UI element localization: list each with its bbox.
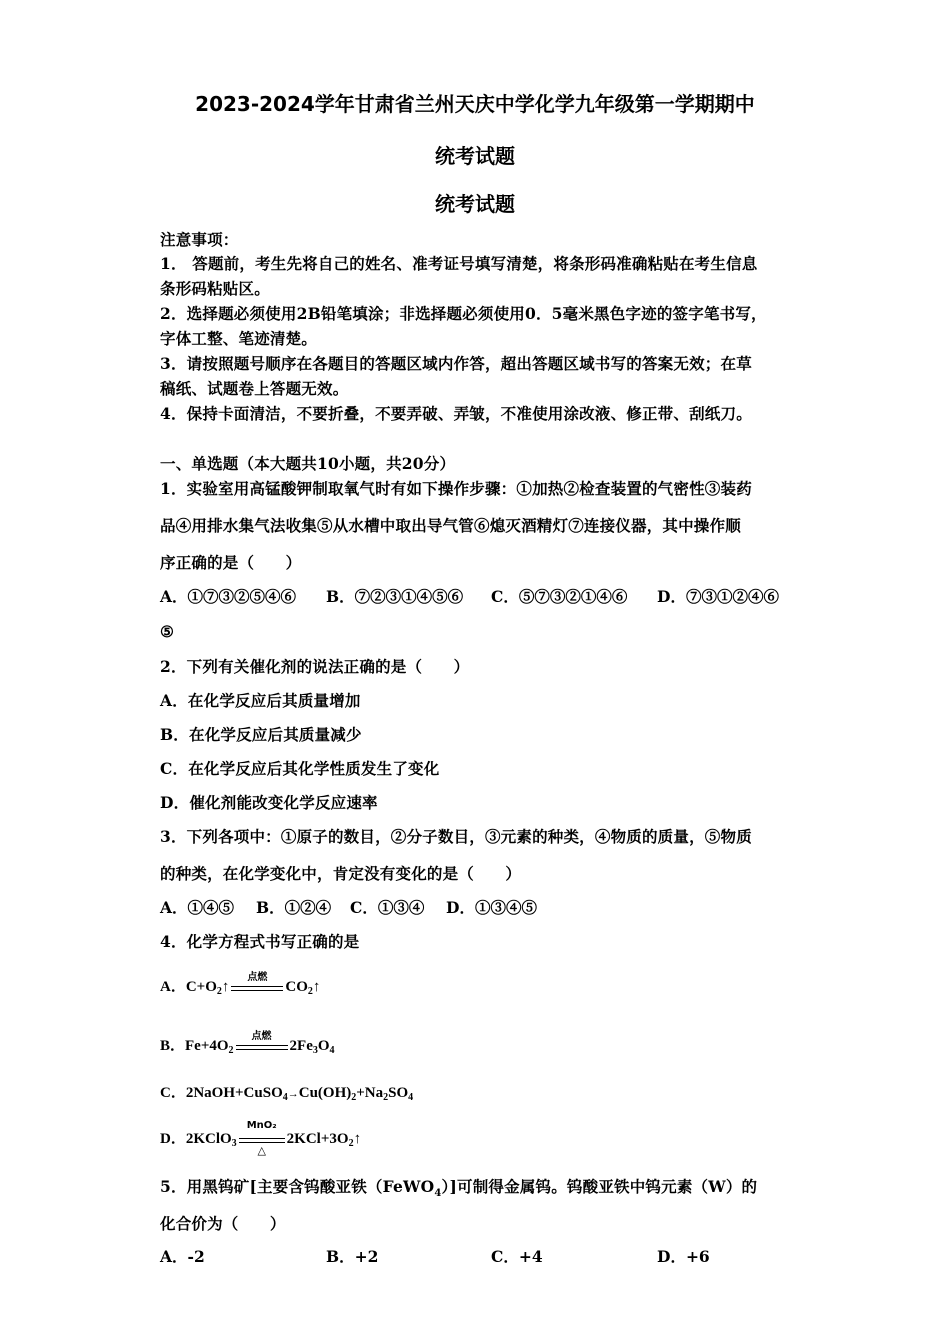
q3-option-c: C．①③④ [350, 898, 425, 917]
q4-option-d: D．2KClO$_3$ MnO₂ △ $2KCl+3O_2↑$ [160, 1119, 362, 1157]
q2-option-a: A．在化学反应后其质量增加 [160, 691, 361, 710]
q1-stem: 序正确的是（ ） [160, 553, 302, 572]
q4-stem: 4．化学方程式书写正确的是 [160, 932, 360, 951]
q3-stem: 3．下列各项中：①原子的数目，②分子数目，③元素的种类，④物质的质量，⑤物质 [160, 827, 752, 846]
page-subtitle-repeat: 统考试题 [435, 192, 515, 216]
notice-item: 1． 答题前，考生先将自己的姓名、准考证号填写清楚，将条形码准确粘贴在考生信息 [160, 254, 758, 273]
reaction-condition: 点燃 [231, 981, 283, 995]
reaction-condition: MnO₂ △ [239, 1133, 285, 1147]
q1-option-c: C．⑤⑦③②①④⑥ [491, 587, 628, 606]
page-title: 2023-2024学年甘肃省兰州天庆中学化学九年级第一学期期中 [195, 92, 755, 116]
q3-option-b: B．①②④ [256, 898, 332, 917]
notice-item: 4．保持卡面清洁，不要折叠，不要弄破、弄皱，不准使用涂改液、修正带、刮纸刀。 [160, 404, 752, 423]
q4-option-b: B．$Fe+4O_2$ 点燃 $2Fe_3O_4$ [160, 1030, 335, 1056]
notice-item: 3．请按照题号顺序在各题目的答题区域内作答，超出答题区域书写的答案无效；在草 [160, 354, 752, 373]
notice-item: 稿纸、试题卷上答题无效。 [160, 379, 349, 398]
q4-option-c: C．$2NaOH+CuSO_4\to Cu(OH)_2+Na_2SO_4$ [160, 1085, 414, 1103]
q1-stem: 品④用排水集气法收集⑤从水槽中取出导气管⑥熄灭酒精灯⑦连接仪器，其中操作顺 [160, 516, 741, 535]
q2-option-b: B．在化学反应后其质量减少 [160, 725, 362, 744]
notice-item: 字体工整、笔迹清楚。 [160, 329, 318, 348]
notice-item: 条形码粘贴区。 [160, 279, 270, 298]
notice-heading: 注意事项： [160, 230, 239, 249]
q5-option-c: C．+4 [491, 1247, 543, 1266]
q3-stem: 的种类，在化学变化中，肯定没有变化的是（ ） [160, 864, 522, 883]
q1-option-d: D．⑦③①②④⑥ [657, 587, 779, 606]
q1-option-b: B．⑦②③①④⑤⑥ [326, 587, 464, 606]
q5-stem: 化合价为（ ） [160, 1214, 286, 1233]
q2-option-d: D．催化剂能改变化学反应速率 [160, 793, 378, 812]
q2-option-c: C．在化学反应后其化学性质发生了变化 [160, 759, 440, 778]
q1-stem: 1．实验室用高锰酸钾制取氧气时有如下操作步骤：①加热②检查装置的气密性③装药 [160, 479, 752, 498]
q5-stem: 5．用黑钨矿[主要含钨酸亚铁（FeWO$_4$）]可制得金属钨。钨酸亚铁中钨元素（W）的 [160, 1177, 758, 1200]
q5-option-a: A．-2 [160, 1247, 205, 1266]
reaction-condition: 点燃 [236, 1040, 288, 1054]
q1-option-a: A．①⑦③②⑤④⑥ [160, 587, 297, 606]
page-subtitle: 统考试题 [435, 144, 515, 168]
q3-option-a: A．①④⑤ [160, 898, 235, 917]
notice-item: 2．选择题必须使用2B铅笔填涂；非选择题必须使用0．5毫米黑色字迹的签字笔书写， [160, 304, 767, 323]
section-heading: 一、单选题（本大题共10小题，共20分） [160, 454, 456, 473]
q4-option-a: A．$C+O_2↑$ 点燃 $CO_2↑$ [160, 971, 321, 997]
q2-stem: 2．下列有关催化剂的说法正确的是（ ） [160, 657, 470, 676]
q1-option-d-wrap: ⑤ [160, 622, 174, 641]
q5-option-b: B．+2 [326, 1247, 379, 1266]
q3-option-d: D．①③④⑤ [446, 898, 537, 917]
q5-option-d: D．+6 [657, 1247, 710, 1266]
